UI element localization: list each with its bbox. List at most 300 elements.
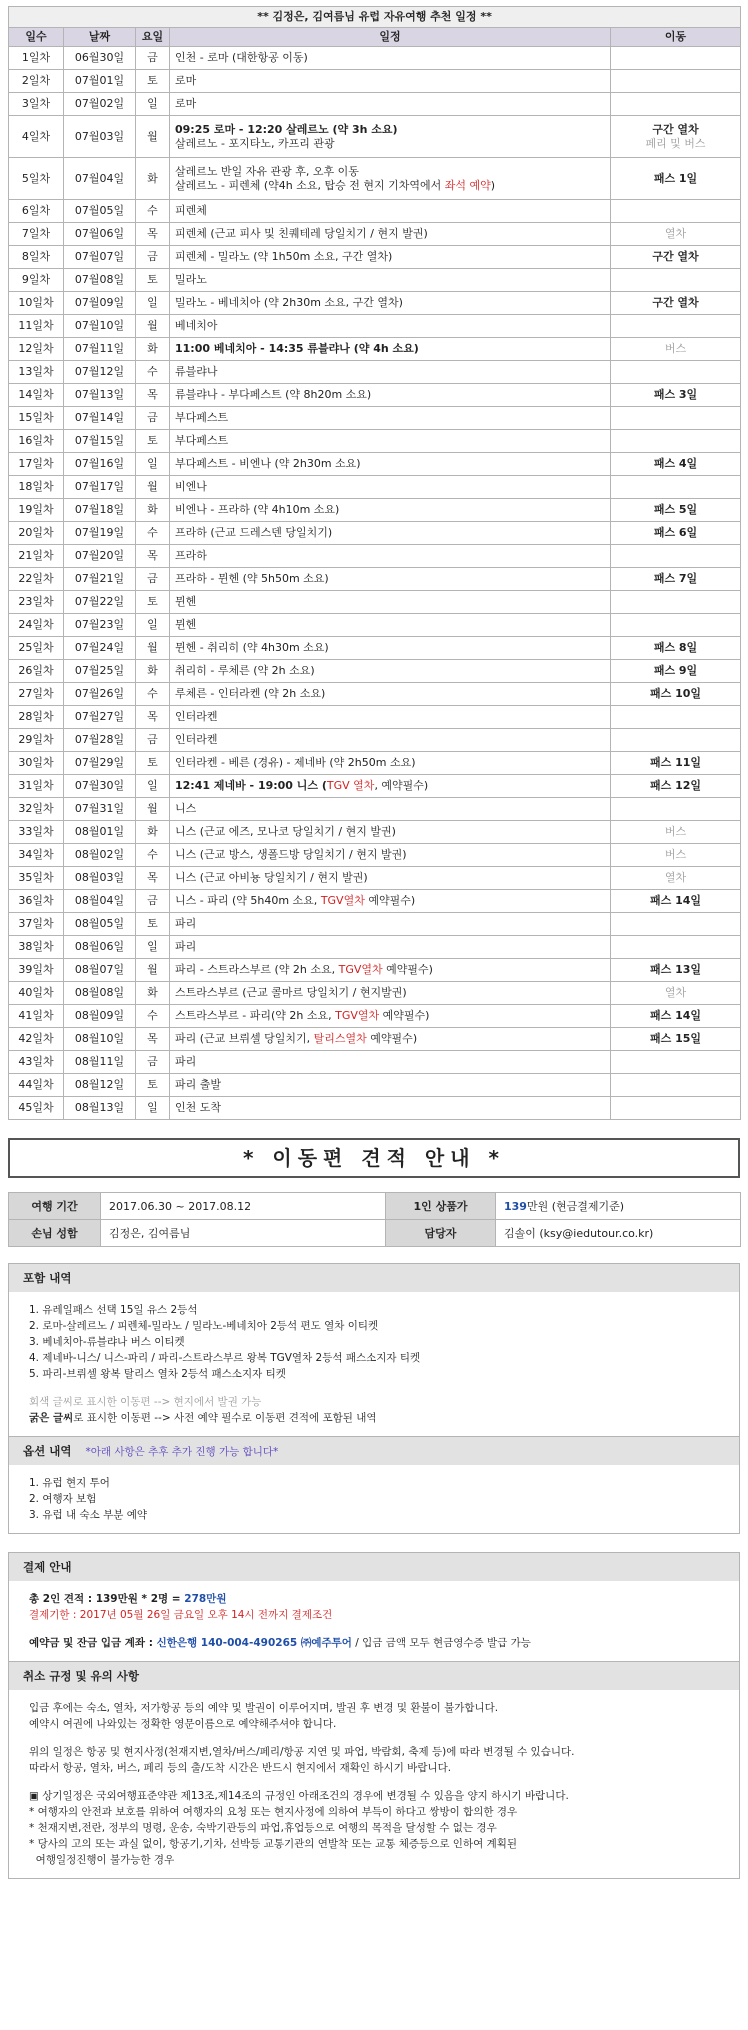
dow-cell: 토 [136, 752, 170, 775]
day-cell: 28일차 [9, 706, 64, 729]
move-cell [611, 729, 741, 752]
move-text: 버스 [664, 825, 687, 838]
plan-cell [170, 116, 611, 158]
col-header-move: 이동 [611, 28, 741, 47]
plan-highlight: TGV열차 [335, 1009, 380, 1022]
move-cell [611, 591, 741, 614]
date-cell: 07월07일 [64, 246, 136, 269]
plan-cell [170, 292, 611, 315]
move-cell [611, 683, 741, 706]
payment-title: 결제 안내 [9, 1553, 739, 1581]
move-cell [611, 821, 741, 844]
payment-account-label: 예약금 및 잔금 입금 계좌 : [29, 1637, 157, 1649]
plan-highlight: 탈리스열차 [313, 1032, 367, 1045]
move-text: 패스 8일 [653, 641, 698, 654]
date-cell: 07월26일 [64, 683, 136, 706]
day-cell: 21일차 [9, 545, 64, 568]
plan-cell [170, 844, 611, 867]
dow-cell: 금 [136, 47, 170, 70]
schedule-row [9, 959, 741, 982]
period-label: 여행 기간 [9, 1193, 101, 1220]
option-item: 1. 유럽 현지 투어 [29, 1477, 110, 1489]
move-cell [611, 200, 741, 223]
plan-text: 피렌체 (근교 피사 및 친퀘테레 당일치기 / 현지 발권) [175, 227, 428, 240]
plan-cell [170, 246, 611, 269]
dow-cell: 목 [136, 545, 170, 568]
date-cell: 08월01일 [64, 821, 136, 844]
dow-cell: 목 [136, 1028, 170, 1051]
col-header-day: 일수 [9, 28, 64, 47]
plan-cell [170, 614, 611, 637]
date-cell: 07월11일 [64, 338, 136, 361]
dow-cell: 월 [136, 315, 170, 338]
move-cell [611, 706, 741, 729]
dow-cell: 목 [136, 706, 170, 729]
plan-text: 니스 (근교 방스, 생폴드방 당일치기 / 현지 발권) [175, 848, 407, 861]
dow-cell: 월 [136, 476, 170, 499]
plan-text: 비엔나 - 프라하 (약 4h10m 소요) [175, 503, 340, 516]
move-cell [611, 93, 741, 116]
schedule-row [9, 798, 741, 821]
day-cell: 3일차 [9, 93, 64, 116]
dow-cell: 금 [136, 1051, 170, 1074]
plan-cell [170, 1097, 611, 1120]
dow-cell: 토 [136, 70, 170, 93]
dow-cell: 토 [136, 591, 170, 614]
move-cell [611, 959, 741, 982]
trip-info-table [8, 1192, 741, 1247]
day-cell: 30일차 [9, 752, 64, 775]
date-cell: 07월08일 [64, 269, 136, 292]
plan-text: 인터라켄 - 베른 (경유) - 제네바 (약 2h50m 소요) [175, 756, 416, 769]
options-title: 옵션 내역 [23, 1444, 72, 1458]
cancel-line: * 당사의 고의 또는 과실 없이, 항공기,기차, 선박등 교통기관의 연발착 또는 교통 체증등으로 인하여 계획된 [29, 1838, 517, 1850]
day-cell: 31일차 [9, 775, 64, 798]
plan-text: 취리히 - 루체른 (약 2h 소요) [175, 664, 315, 677]
move-text: 패스 1일 [653, 171, 698, 185]
move-cell [611, 660, 741, 683]
plan-cell [170, 568, 611, 591]
plan-text: 프라하 - 뮌헨 (약 5h50m 소요) [175, 572, 329, 585]
plan-cell [170, 729, 611, 752]
schedule-row [9, 660, 741, 683]
plan-text: 파리 출발 [175, 1078, 222, 1091]
move-cell [611, 890, 741, 913]
plan-highlight: TGV열차 [338, 963, 383, 976]
day-cell: 7일차 [9, 223, 64, 246]
plan-cell [170, 70, 611, 93]
day-cell: 39일차 [9, 959, 64, 982]
dow-cell: 수 [136, 1005, 170, 1028]
dow-cell: 금 [136, 729, 170, 752]
move-cell [611, 338, 741, 361]
schedule-row [9, 499, 741, 522]
schedule-row [9, 315, 741, 338]
schedule-row [9, 361, 741, 384]
grey-note: 회색 글씨로 표시한 이동편 --> 현지에서 발권 가능 [29, 1396, 262, 1408]
move-cell [611, 223, 741, 246]
date-cell: 08월10일 [64, 1028, 136, 1051]
day-cell: 41일차 [9, 1005, 64, 1028]
schedule-row [9, 453, 741, 476]
included-item: 2. 로마-살레르노 / 피렌체-밀라노 / 밀라노-베네치아 2등석 편도 열차 이티켓 [29, 1320, 379, 1332]
schedule-row [9, 982, 741, 1005]
plan-tail: 예약필수) [366, 1032, 418, 1045]
dow-cell: 월 [136, 798, 170, 821]
move-cell [611, 315, 741, 338]
plan-cell [170, 591, 611, 614]
plan-text-2: 살레르노 - 피렌체 (약4h 소요, 탑승 전 현지 기차역에서 [175, 178, 445, 192]
schedule-row [9, 384, 741, 407]
date-cell: 07월13일 [64, 384, 136, 407]
schedule-row [9, 844, 741, 867]
plan-tail: 예약필수) [379, 1009, 430, 1022]
move-cell [611, 844, 741, 867]
move-cell [611, 545, 741, 568]
payment-account-value: 신한은행 140-004-490265 ㈜예주투어 [156, 1637, 352, 1649]
bold-note-emph: 굵은 글씨 [29, 1412, 74, 1424]
plan-cell [170, 959, 611, 982]
date-cell: 08월02일 [64, 844, 136, 867]
schedule-row [9, 292, 741, 315]
move-cell [611, 614, 741, 637]
plan-text: 파리 [175, 940, 197, 953]
plan-text: 비엔나 [175, 480, 207, 493]
move-cell [611, 1028, 741, 1051]
plan-text: 프라하 (근교 드레스덴 당일치기) [175, 526, 333, 539]
cancel-line: 따라서 항공, 열차, 버스, 페리 등의 출/도착 시간은 반드시 현지에서 재확인 하시기 바랍니다. [29, 1762, 452, 1774]
day-cell: 22일차 [9, 568, 64, 591]
cancel-title: 취소 규정 및 유의 사항 [9, 1661, 739, 1690]
day-cell: 4일차 [9, 116, 64, 158]
plan-text: 살레르노 반일 자유 관광 후, 오후 이동 [175, 164, 359, 178]
day-cell: 35일차 [9, 867, 64, 890]
day-cell: 38일차 [9, 936, 64, 959]
schedule-row [9, 591, 741, 614]
dow-cell: 일 [136, 1097, 170, 1120]
move-cell [611, 430, 741, 453]
plan-text: 인천 도착 [175, 1101, 222, 1114]
move-cell [611, 116, 741, 158]
included-item: 1. 유레일패스 선택 15일 유스 2등석 [29, 1304, 198, 1316]
day-cell: 19일차 [9, 499, 64, 522]
date-cell: 07월02일 [64, 93, 136, 116]
plan-highlight: TGV열차 [320, 894, 365, 907]
plan-text: 파리 (근교 브뤼셀 당일치기, [175, 1032, 314, 1045]
schedule-row [9, 338, 741, 361]
day-cell: 18일차 [9, 476, 64, 499]
schedule-row [9, 1097, 741, 1120]
plan-cell [170, 158, 611, 200]
dow-cell: 화 [136, 660, 170, 683]
dow-cell: 일 [136, 614, 170, 637]
day-cell: 25일차 [9, 637, 64, 660]
plan-cell [170, 1005, 611, 1028]
option-item: 3. 유럽 내 숙소 부분 예약 [29, 1509, 147, 1521]
move-text: 열차 [664, 871, 687, 884]
day-cell: 45일차 [9, 1097, 64, 1120]
date-cell: 07월06일 [64, 223, 136, 246]
plan-cell [170, 93, 611, 116]
price-value [496, 1193, 741, 1220]
included-item: 4. 제네바-니스/ 니스-파리 / 파리-스트라스부르 왕복 TGV열차 2등석 패스소지자 티켓 [29, 1352, 421, 1364]
move-cell [611, 913, 741, 936]
schedule-row [9, 729, 741, 752]
schedule-row [9, 476, 741, 499]
day-cell: 5일차 [9, 158, 64, 200]
move-text: 구간 열차 [652, 122, 699, 136]
day-cell: 24일차 [9, 614, 64, 637]
move-text: 버스 [664, 848, 687, 861]
move-cell [611, 775, 741, 798]
schedule-row [9, 775, 741, 798]
date-cell: 07월01일 [64, 70, 136, 93]
schedule-row [9, 936, 741, 959]
plan-cell [170, 683, 611, 706]
date-cell: 08월05일 [64, 913, 136, 936]
date-cell: 07월10일 [64, 315, 136, 338]
schedule-row [9, 1051, 741, 1074]
dow-cell: 토 [136, 430, 170, 453]
schedule-row [9, 223, 741, 246]
date-cell: 08월11일 [64, 1051, 136, 1074]
price-rest: 만원 (현금결제기준) [526, 1200, 625, 1213]
dow-cell: 일 [136, 775, 170, 798]
date-cell: 08월04일 [64, 890, 136, 913]
dow-cell: 월 [136, 959, 170, 982]
date-cell: 08월08일 [64, 982, 136, 1005]
date-cell: 07월05일 [64, 200, 136, 223]
move-cell [611, 246, 741, 269]
dow-cell: 수 [136, 200, 170, 223]
move-text: 패스 7일 [653, 572, 698, 585]
plan-text: 부다페스트 [175, 411, 229, 424]
move-cell [611, 70, 741, 93]
plan-text: 로마 [175, 74, 197, 87]
schedule-row [9, 752, 741, 775]
plan-cell [170, 453, 611, 476]
plan-cell [170, 706, 611, 729]
dow-cell: 월 [136, 637, 170, 660]
cancel-line: 입금 후에는 숙소, 열차, 저가항공 등의 예약 및 발권이 이루어지며, 발권 후 변경 및 환불이 불가합니다. [29, 1702, 499, 1714]
day-cell: 29일차 [9, 729, 64, 752]
schedule-row [9, 821, 741, 844]
dow-cell: 금 [136, 568, 170, 591]
date-cell: 08월06일 [64, 936, 136, 959]
day-cell: 14일차 [9, 384, 64, 407]
plan-cell [170, 407, 611, 430]
date-cell: 07월31일 [64, 798, 136, 821]
plan-text: 피렌체 - 밀라노 (약 1h50m 소요, 구간 열차) [175, 250, 393, 263]
dow-cell: 토 [136, 913, 170, 936]
plan-cell [170, 522, 611, 545]
col-header-dow: 요일 [136, 28, 170, 47]
plan-cell [170, 637, 611, 660]
options-title-row [9, 1436, 739, 1465]
date-cell: 07월27일 [64, 706, 136, 729]
bold-note-text: 로 표시한 이동편 --> 사전 예약 필수로 이동편 견적에 포함된 내역 [73, 1412, 377, 1424]
move-cell [611, 453, 741, 476]
cancel-line: * 천재지변,전란, 정부의 명령, 운송, 숙박기관등의 파업,휴업등으로 여행의 목적을 달성할 수 없는 경우 [29, 1822, 497, 1834]
payment-deadline [29, 1607, 719, 1623]
date-cell: 07월03일 [64, 116, 136, 158]
dow-cell: 수 [136, 522, 170, 545]
payment-total-value: 278만원 [184, 1593, 227, 1605]
move-cell [611, 499, 741, 522]
dow-cell: 화 [136, 821, 170, 844]
plan-text: 11:00 베네치아 - 14:35 류블랴나 (약 4h 소요) [175, 342, 419, 355]
day-cell: 12일차 [9, 338, 64, 361]
payment-account [29, 1635, 719, 1651]
day-cell: 34일차 [9, 844, 64, 867]
spacer [29, 1382, 719, 1394]
plan-cell [170, 361, 611, 384]
manager-value: 김솔이 (ksy@iedutour.co.kr) [496, 1220, 741, 1247]
payment-body [9, 1581, 739, 1661]
schedule-row [9, 269, 741, 292]
move-cell [611, 982, 741, 1005]
move-cell [611, 47, 741, 70]
plan-cell [170, 430, 611, 453]
date-cell: 07월25일 [64, 660, 136, 683]
date-cell: 07월14일 [64, 407, 136, 430]
dow-cell: 토 [136, 269, 170, 292]
move-cell [611, 384, 741, 407]
day-cell: 8일차 [9, 246, 64, 269]
dow-cell: 목 [136, 867, 170, 890]
plan-cell [170, 47, 611, 70]
spacer [29, 1776, 719, 1788]
option-item: 2. 여행자 보험 [29, 1493, 97, 1505]
move-cell [611, 936, 741, 959]
plan-cell [170, 775, 611, 798]
plan-text: 12:41 제네바 - 19:00 니스 ( [175, 779, 327, 792]
move-text: 패스 14일 [650, 894, 702, 907]
day-cell: 26일차 [9, 660, 64, 683]
day-cell: 20일차 [9, 522, 64, 545]
plan-cell [170, 798, 611, 821]
dow-cell: 금 [136, 246, 170, 269]
move-cell [611, 1074, 741, 1097]
schedule-row [9, 890, 741, 913]
plan-cell [170, 269, 611, 292]
date-cell: 07월18일 [64, 499, 136, 522]
spacer [29, 1732, 719, 1744]
included-item: 5. 파리-브뤼셀 왕복 탈리스 열차 2등석 패스소지자 티켓 [29, 1368, 286, 1380]
plan-cell [170, 200, 611, 223]
date-cell: 06월30일 [64, 47, 136, 70]
schedule-row [9, 706, 741, 729]
plan-cell [170, 890, 611, 913]
date-cell: 08월09일 [64, 1005, 136, 1028]
schedule-row [9, 70, 741, 93]
price-number: 139 [504, 1200, 527, 1213]
schedule-row [9, 116, 741, 158]
payment-total-label: 총 2인 견적 : 139만원 * 2명 = [29, 1593, 185, 1605]
move-text: 패스 3일 [653, 388, 698, 401]
plan-text: 인천 - 로마 (대한항공 이동) [175, 51, 308, 64]
manager-label: 담당자 [386, 1220, 496, 1247]
estimate-banner: * 이동편 견적 안내 * [8, 1138, 740, 1178]
date-cell: 07월30일 [64, 775, 136, 798]
date-cell: 07월16일 [64, 453, 136, 476]
plan-cell [170, 913, 611, 936]
name-value: 김정은, 김여름님 [101, 1220, 386, 1247]
plan-highlight: TGV 열차 [326, 779, 375, 792]
move-cell [611, 1005, 741, 1028]
col-header-date: 날짜 [64, 28, 136, 47]
day-cell: 42일차 [9, 1028, 64, 1051]
dow-cell: 화 [136, 982, 170, 1005]
plan-text: 니스 (근교 에즈, 모나코 당일치기 / 현지 발권) [175, 825, 396, 838]
move-text: 구간 열차 [652, 250, 699, 263]
move-cell [611, 407, 741, 430]
plan-text: 루체른 - 인터라켄 (약 2h 소요) [175, 687, 326, 700]
plan-text: 인터라켄 [175, 710, 218, 723]
move-text: 패스 5일 [653, 503, 698, 516]
date-cell: 07월17일 [64, 476, 136, 499]
schedule-row [9, 545, 741, 568]
name-label: 손님 성함 [9, 1220, 101, 1247]
move-cell [611, 269, 741, 292]
date-cell: 07월28일 [64, 729, 136, 752]
move-cell [611, 361, 741, 384]
cancel-line: 위의 일정은 항공 및 현지사정(천재지변,열차/버스/페리/항공 지연 및 파업, 박람회, 축제 등)에 따라 변경될 수 있습니다. [29, 1746, 575, 1758]
move-text: 패스 14일 [650, 1009, 702, 1022]
move-text: 열차 [664, 227, 687, 240]
day-cell: 23일차 [9, 591, 64, 614]
date-cell: 08월07일 [64, 959, 136, 982]
move-text: 구간 열차 [652, 296, 699, 309]
cancel-line: 예약시 여권에 나와있는 정확한 영문이름으로 예약해주셔야 합니다. [29, 1718, 337, 1730]
move-text: 패스 6일 [653, 526, 698, 539]
dow-cell: 수 [136, 361, 170, 384]
day-cell: 1일차 [9, 47, 64, 70]
date-cell: 07월23일 [64, 614, 136, 637]
cancel-body [9, 1690, 739, 1878]
plan-tail: ) [490, 178, 496, 192]
plan-text: 밀라노 [175, 273, 207, 286]
plan-text: 류블랴나 - 부다페스트 (약 8h20m 소요) [175, 388, 372, 401]
schedule-row [9, 683, 741, 706]
included-item: 3. 베네치아-류블랴나 버스 이티켓 [29, 1336, 185, 1348]
move-cell [611, 637, 741, 660]
schedule-row [9, 568, 741, 591]
schedule-row [9, 867, 741, 890]
move-cell [611, 522, 741, 545]
schedule-row [9, 93, 741, 116]
schedule-row [9, 637, 741, 660]
plan-cell [170, 223, 611, 246]
plan-text: 피렌체 [175, 204, 207, 217]
dow-cell: 월 [136, 116, 170, 158]
plan-cell [170, 499, 611, 522]
date-cell: 07월21일 [64, 568, 136, 591]
move-text: 패스 11일 [650, 756, 702, 769]
plan-highlight: 좌석 예약 [444, 178, 491, 192]
date-cell: 07월15일 [64, 430, 136, 453]
schedule-row [9, 200, 741, 223]
schedule-row [9, 913, 741, 936]
payment-section [8, 1552, 740, 1879]
cancel-line: 여행일정진행이 불가능한 경우 [29, 1854, 175, 1866]
plan-text: 니스 - 파리 (약 5h40m 소요, [175, 894, 321, 907]
day-cell: 17일차 [9, 453, 64, 476]
day-cell: 15일차 [9, 407, 64, 430]
plan-cell [170, 660, 611, 683]
move-cell [611, 867, 741, 890]
plan-text: 뮌헨 [175, 618, 197, 631]
